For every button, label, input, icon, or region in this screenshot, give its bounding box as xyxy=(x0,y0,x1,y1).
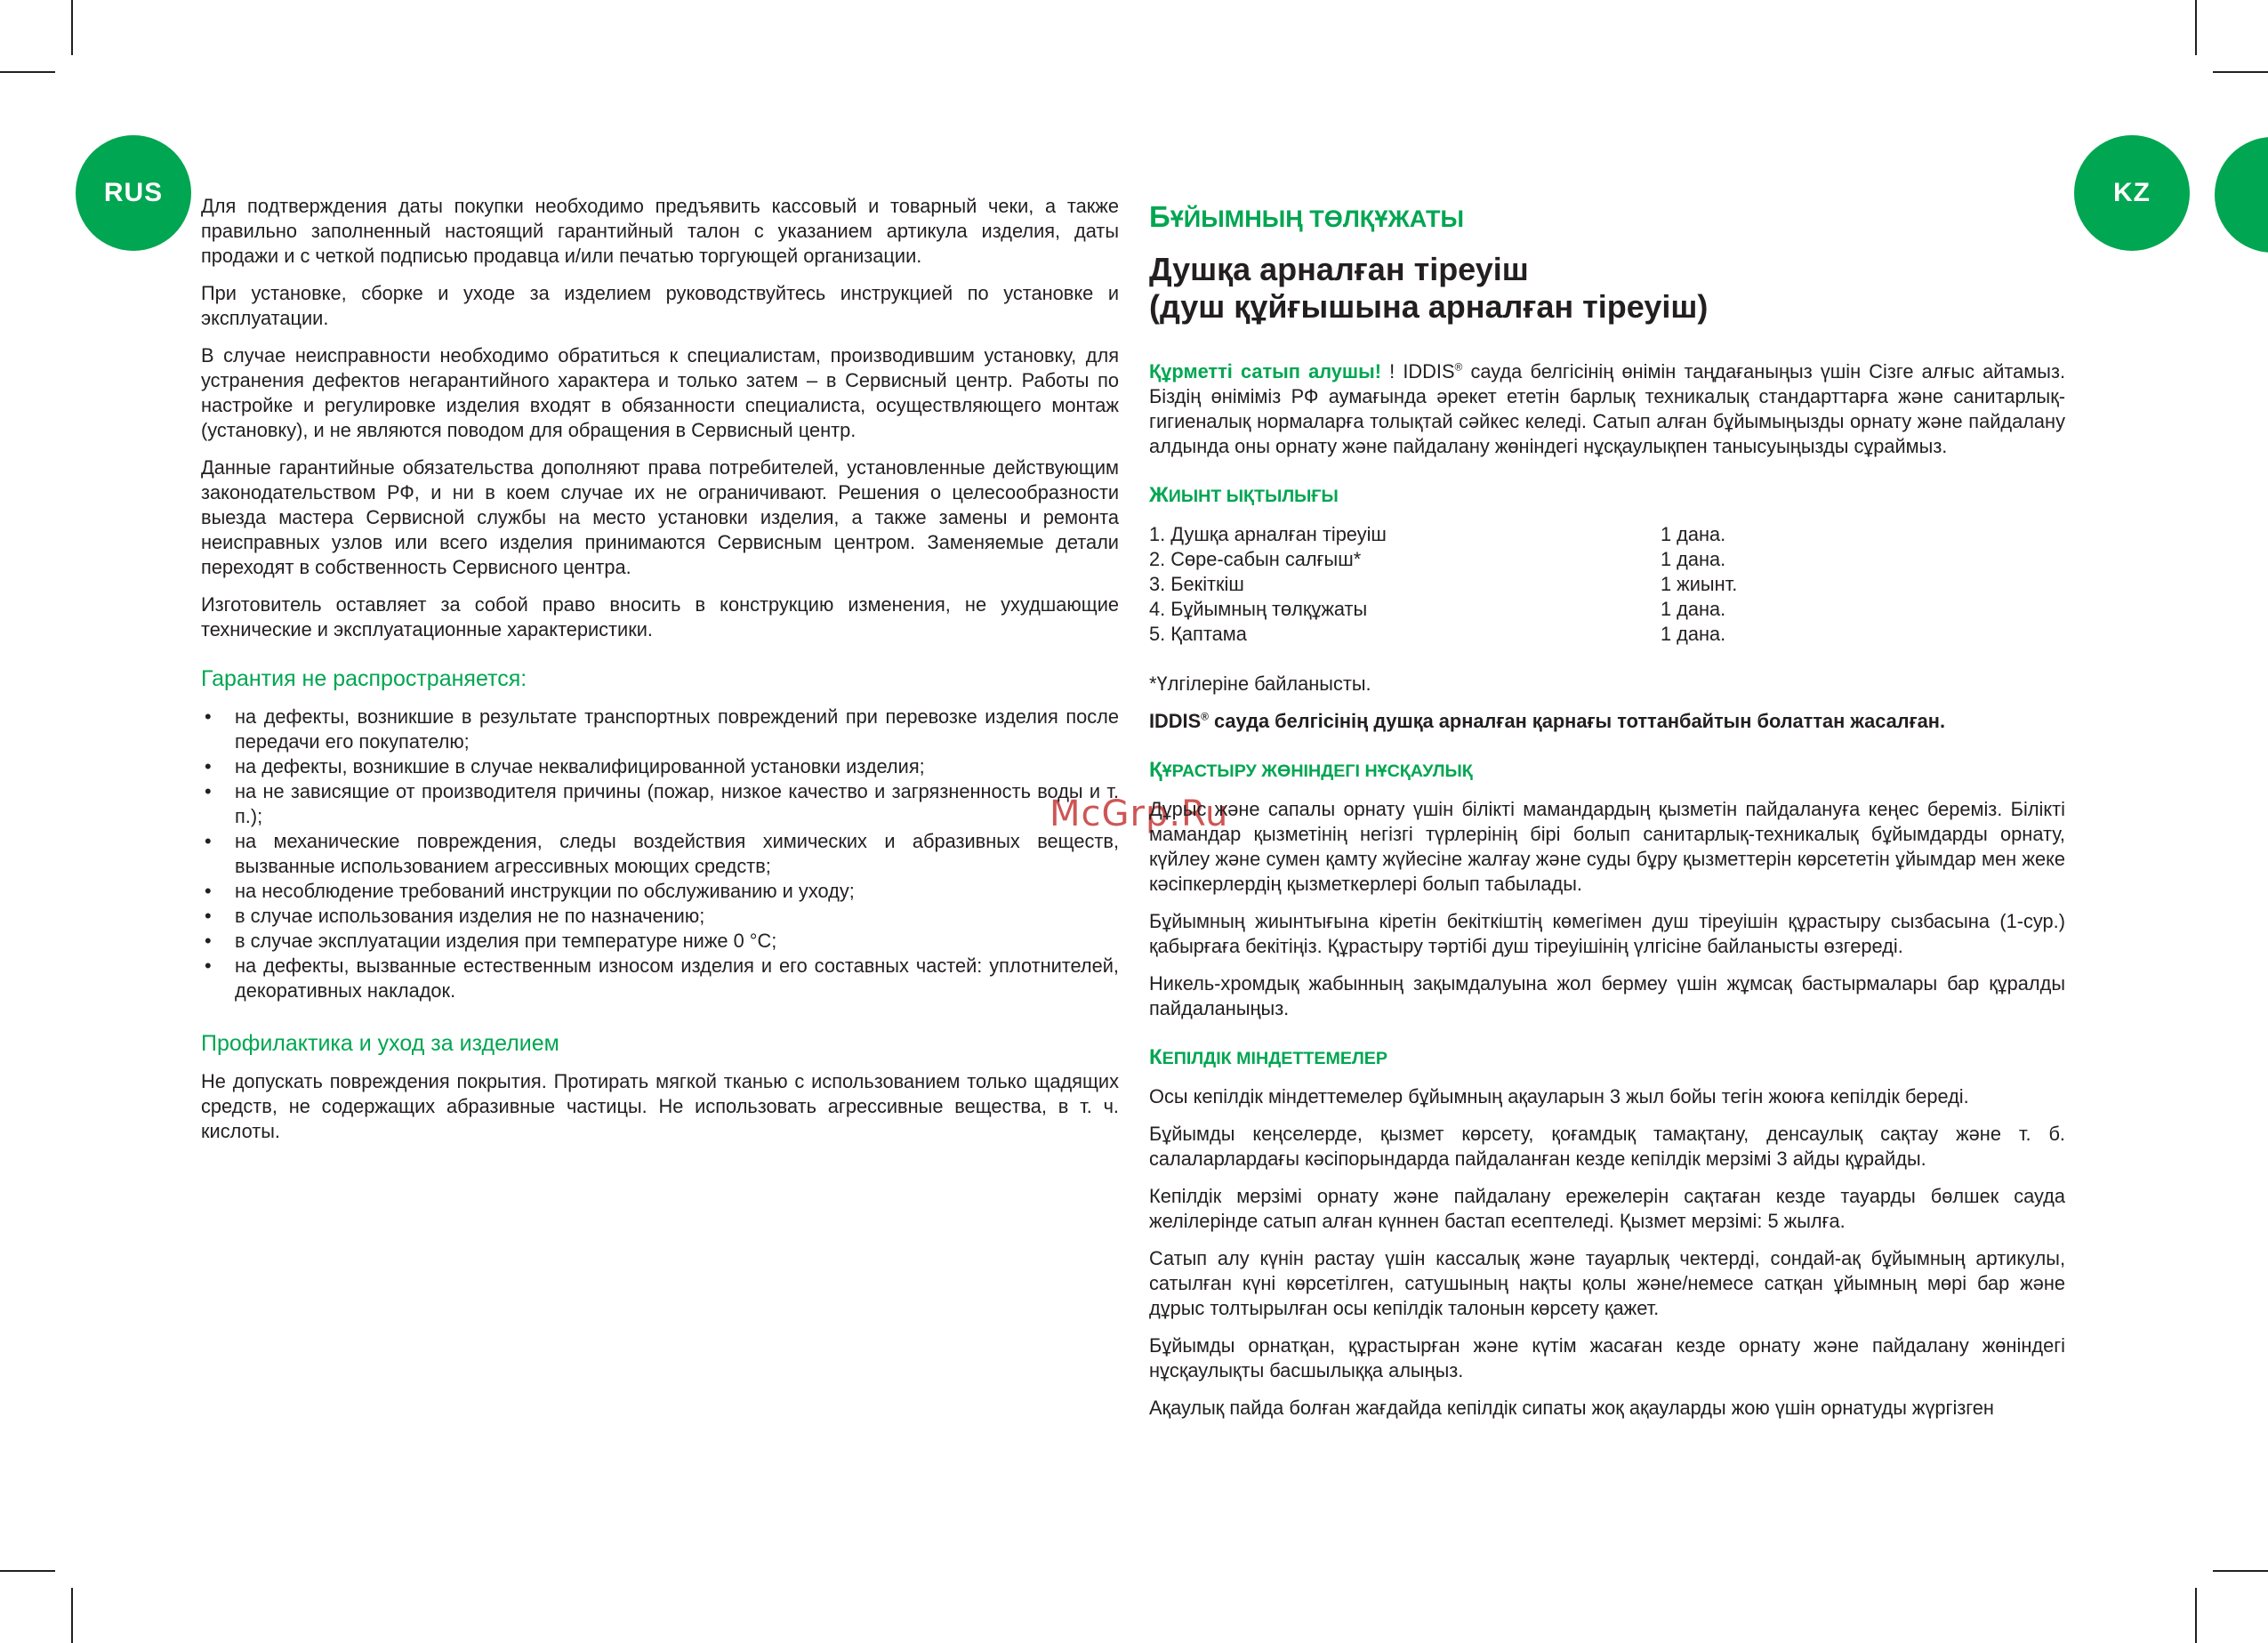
guarantee-paragraph: Осы кепілдік міндеттемелер бұйымның ақауларын 3 жыл бойы тегін жоюға кепілдік береді. xyxy=(1149,1085,1969,1107)
document-title: БҰЙЫМНЫҢ ТӨЛҚҰЖАТЫ xyxy=(1149,200,1464,233)
list-item: • на дефекты, возникшие в случае неквалифицированной установки изделия; xyxy=(201,754,1119,779)
list-item: • на дефекты, возникшие в результате транспортных повреждений при перевозке изделия после передачи его покупателю; xyxy=(201,705,1119,754)
guarantee-paragraph: Кепілдік мерзімі орнату және пайдалану ережелерін сақтаған кезде тауарды бөлшек сауда желілерінде сатып алған күннен бастап есептеледі. Қызмет мерзімі: 5 жылға. xyxy=(1149,1185,2065,1232)
crop-mark xyxy=(2195,1588,2197,1643)
kit-item-name: 1. Душқа арналған тіреуіш xyxy=(1149,523,1387,545)
list-item: • в случае использования изделия не по назначению; xyxy=(201,904,1119,929)
list-item: • на механические повреждения, следы воздействия химических и абразивных веществ, вызванные использованием агрессивных моющих средств; xyxy=(201,829,1119,879)
rus-paragraph: В случае неисправности необходимо обратиться к специалистам, производившим установку, для устранения дефектов негарантийного характера и только затем – в Сервисный центр. Работы по настройке и регулировке изделия входят в обязанности специалиста, осуществляющего монтаж (установку), и не являются поводом для обращения в Сервисный центр. xyxy=(201,344,1119,441)
crop-mark xyxy=(2213,71,2268,73)
assembly-paragraph: Дұрыс және сапалы орнату үшін білікті мамандардың қызметін пайдалануға кеңес береміз. Білікті мамандар қызметінің негізгі түрлерінің бірі болып санитарлық-техникалық бұйымдарды орнату, күйлеу және сумен қамту жүйесіне жалғау және суды бұру қызметтерін көрсететін ұйымдар мен жеке кәсіпкерлердің қызметкерлері болып табылады. xyxy=(1149,798,2065,895)
kit-item-name: 3. Бекіткіш xyxy=(1149,573,1244,595)
crop-mark xyxy=(2195,0,2197,55)
guarantee-heading: КЕПІЛДІК МІНДЕТТЕМЕЛЕР xyxy=(1149,1045,1388,1069)
kit-item-qty: 1 дана. xyxy=(1661,523,1726,545)
warranty-exclusions-list xyxy=(201,705,1119,1003)
list-item: • на несоблюдение требований инструкции по обслуживанию и уходу; xyxy=(201,879,1119,904)
guarantee-paragraph: Ақаулық пайда болған жағдайда кепілдік сипаты жоқ ақауларды жою үшін орнатуды жүргізген xyxy=(1149,1397,1994,1419)
list-item: • на дефекты, вызванные естественным износом изделия и его составных частей: уплотнителей, декоративных накладок. xyxy=(201,954,1119,1003)
kit-item-qty: 1 дана. xyxy=(1661,623,1726,645)
rus-column xyxy=(201,194,1119,1156)
crop-mark xyxy=(71,0,73,55)
intro-paragraph xyxy=(1149,359,2065,459)
product-title-line-1: Душқа арналған тіреуіш xyxy=(1149,251,1529,287)
guarantee-paragraph: Бұйымды кеңселерде, қызмет көрсету, қоғамдық тамақтану, денсаулық сақтау және т. б. салаларлардағы кәсіпорындарда пайдаланған кезде кепілдік мерзімі 3 айды құрайды. xyxy=(1149,1123,2065,1170)
crop-mark xyxy=(2213,1570,2268,1572)
language-badge-rus: RUS xyxy=(76,135,191,251)
assembly-paragraph: Бұйымның жиынтығына кіретін бекіткіштің көмегімен душ тіреуішін құрастыру сызбасына (1-сур.) қабырғаға бекітіңіз. Құрастыру тәртібі душ тіреуішінің үлгісіне байланысты өзгереді. xyxy=(1149,910,2065,957)
kit-item-name: 2. Сөре-сабын салғыш* xyxy=(1149,548,1362,570)
kit-item-qty: 1 дана. xyxy=(1661,598,1726,620)
language-badge-kz: KZ xyxy=(2074,135,2190,251)
warranty-exclusions-heading: Гарантия не распространяется: xyxy=(201,666,527,691)
rus-paragraph: При установке, сборке и уходе за изделием руководствуйтесь инструкцией по установке и эксплуатации. xyxy=(201,282,1119,329)
product-title xyxy=(1149,251,2065,326)
kit-item-qty: 1 дана. xyxy=(1661,548,1726,570)
guarantee-paragraph: Сатып алу күнін растау үшін кассалық және тауарлық чектерді, сондай-ақ бұйымның артикулы, сатылған күні көрсетілген, сатушының нақты қолы және/немесе сатқан ұйымның мөрі бар және дұрыс толтырылған осы кепілдік талонын көрсету қажет. xyxy=(1149,1247,2065,1319)
kit-item-name: 4. Бұйымның төлқұжаты xyxy=(1149,598,1368,620)
kit-material-note: IDDIS® сауда белгісінің душқа арналған қарнағы тоттанбайтын болаттан жасалған. xyxy=(1149,710,1945,732)
watermark: McGrp.Ru xyxy=(1050,793,1229,834)
care-heading: Профилактика и уход за изделием xyxy=(201,1031,559,1056)
assembly-heading: ҚҰРАСТЫРУ ЖӨНІНДЕГІ НҰСҚАУЛЫҚ xyxy=(1149,758,1473,782)
next-page-badge-edge xyxy=(2215,137,2268,253)
kit-heading: ЖИЫНТ ЫҚТЫЛЫҒЫ xyxy=(1149,483,1339,507)
guarantee-paragraph: Бұйымды орнатқан, құрастырған және күтім жасаған кезде орнату және пайдалану жөніндегі нұсқаулықты басшылыққа алыңыз. xyxy=(1149,1334,2065,1381)
care-paragraph: Не допускать повреждения покрытия. Протирать мягкой тканью с использованием только щадящих средств, не содержащих абразивные частицы. Не использовать агрессивные вещества, в т. ч. кислоты. xyxy=(201,1070,1119,1142)
crop-mark xyxy=(0,1570,55,1572)
assembly-paragraph: Никель-хромдық жабынның зақымдалуына жол бермеу үшін жұмсақ бастырмалары бар құралды пайдаланыңыз. xyxy=(1149,972,2065,1019)
intro-text: ! IDDIS® сауда белгісінің өнімін таңдағаныңыз үшін Сізге алғыс айтамыз. Біздің өніміміз РФ аумағында әрекет ететін барлық техникалық стандарттарға және санитарлық-гигиеналық нормаларға толықтай сәйкес келеді. Сатып алған бұйымыңызды орнату және пайдалану алдында оны орнату және пайдалану жөніндегі нұсқаулықпен танысуыңызды сұраймыз. xyxy=(1149,360,2065,457)
rus-paragraph: Изготовитель оставляет за собой право вносить в конструкцию изменения, не ухудшающие технические и эксплуатационные характеристики. xyxy=(201,593,1119,640)
product-title-line-2: (душ құйғышына арналған тіреуіш) xyxy=(1149,288,1709,325)
kit-list xyxy=(1149,522,2065,647)
rus-paragraph: Для подтверждения даты покупки необходимо предъявить кассовый и товарный чеки, а также правильно заполненный настоящий гарантийный талон с указанием артикула изделия, даты продажи и с четкой подписью продавца и/или печатью торгующей организации. xyxy=(201,195,1119,267)
list-item: • в случае эксплуатации изделия при температуре ниже 0 °С; xyxy=(201,929,1119,954)
list-item: • на не зависящие от производителя причины (пожар, низкое качество и загрязненность воды и т. п.); xyxy=(201,779,1119,829)
crop-mark xyxy=(71,1588,73,1643)
intro-lead: Құрметті сатып алушы! xyxy=(1149,360,1381,383)
kz-column xyxy=(1149,194,2065,1433)
kit-item-qty: 1 жиынт. xyxy=(1661,573,1738,595)
crop-mark xyxy=(0,71,55,73)
rus-paragraph: Данные гарантийные обязательства дополняют права потребителей, установленные действующим законодательством РФ, и ни в коем случае их не ограничивают. Решения о целесообразности выезда мастера Сервисной службы на место установки изделия, а также замены и ремонта неисправных узлов или всего изделия принимаются Сервисным центром. Заменяемые детали переходят в собственность Сервисного центра. xyxy=(201,456,1119,578)
kit-item-name: 5. Қаптама xyxy=(1149,623,1247,645)
kit-note: *Үлгілеріне байланысты. xyxy=(1149,673,1371,695)
